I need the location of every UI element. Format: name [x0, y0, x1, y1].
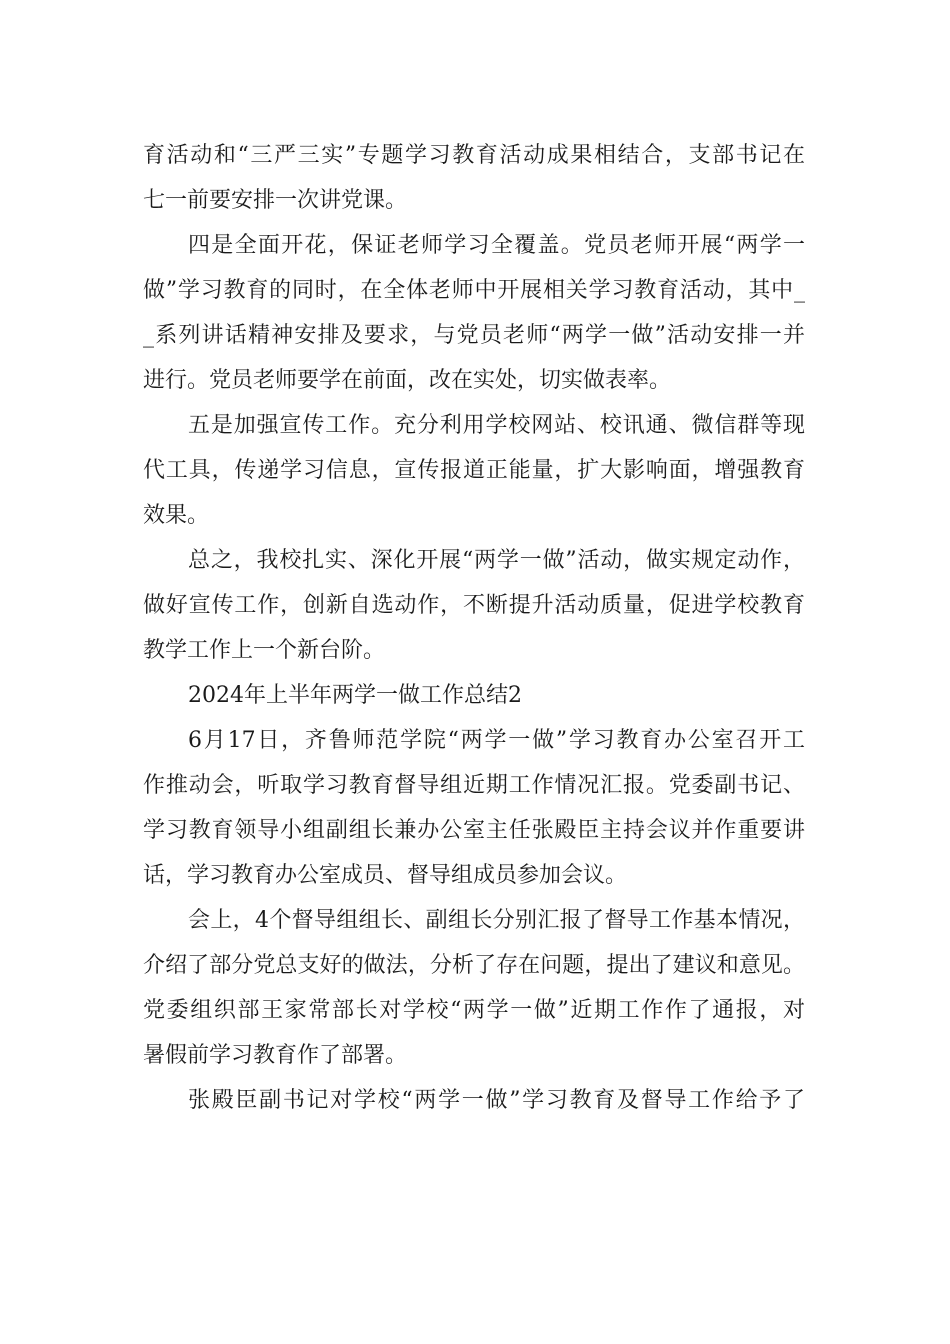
text-line: 会上，4个督导组组长、副组长分别汇报了督导工作基本情况， — [188, 908, 805, 933]
text-line: 张殿臣副书记对学校“两学一做”学习教育及督导工作给予了 — [188, 1088, 805, 1113]
paragraph-7 — [143, 898, 805, 1078]
text-line: 暑假前学习教育作了部署。 — [143, 1043, 408, 1068]
text-line: 介绍了部分党总支好的做法，分析了存在问题，提出了建议和意见。 — [143, 953, 805, 978]
text-line: 总之，我校扎实、深化开展“两学一做”活动，做实规定动作， — [188, 548, 805, 573]
paragraph-1 — [143, 133, 805, 223]
text-line: 做”学习教育的同时，在全体老师中开展相关学习教育活动，其中_ — [143, 278, 805, 303]
document-body — [143, 133, 805, 1123]
text-line: 进行。党员老师要学在前面，改在实处，切实做表率。 — [143, 368, 672, 393]
text-line: 教学工作上一个新台阶。 — [143, 638, 386, 663]
heading-text: 2024年上半年两学一做工作总结2 — [188, 683, 522, 708]
text-line: 学习教育领导小组副组长兼办公室主任张殿臣主持会议并作重要讲 — [143, 818, 805, 843]
paragraph-4 — [143, 538, 805, 673]
text-line: 做好宣传工作，创新自选动作，不断提升活动质量，促进学校教育 — [143, 593, 805, 618]
text-line: 作推动会，听取学习教育督导组近期工作情况汇报。党委副书记、 — [143, 773, 805, 798]
paragraph-8 — [143, 1078, 805, 1123]
text-line: 6月17日，齐鲁师范学院“两学一做”学习教育办公室召开工 — [188, 728, 805, 753]
text-line: 育活动和“三严三实”专题学习教育活动成果相结合，支部书记在 — [143, 143, 805, 168]
paragraph-3 — [143, 403, 805, 538]
text-line: 四是全面开花，保证老师学习全覆盖。党员老师开展“两学一 — [188, 233, 805, 258]
paragraph-2 — [143, 223, 805, 403]
paragraph-6 — [143, 718, 805, 898]
section-heading — [143, 673, 805, 718]
text-line: 五是加强宣传工作。充分利用学校网站、校讯通、微信群等现 — [188, 413, 805, 438]
text-line: 党委组织部王家常部长对学校“两学一做”近期工作作了通报，对 — [143, 998, 805, 1023]
text-line: 话，学习教育办公室成员、督导组成员参加会议。 — [143, 863, 628, 888]
text-line: 效果。 — [143, 503, 210, 528]
text-line: 七一前要安排一次讲党课。 — [143, 188, 408, 213]
text-line: 代工具，传递学习信息，宣传报道正能量，扩大影响面，增强教育 — [143, 458, 805, 483]
text-line: _系列讲话精神安排及要求，与党员老师“两学一做”活动安排一并 — [143, 323, 805, 348]
